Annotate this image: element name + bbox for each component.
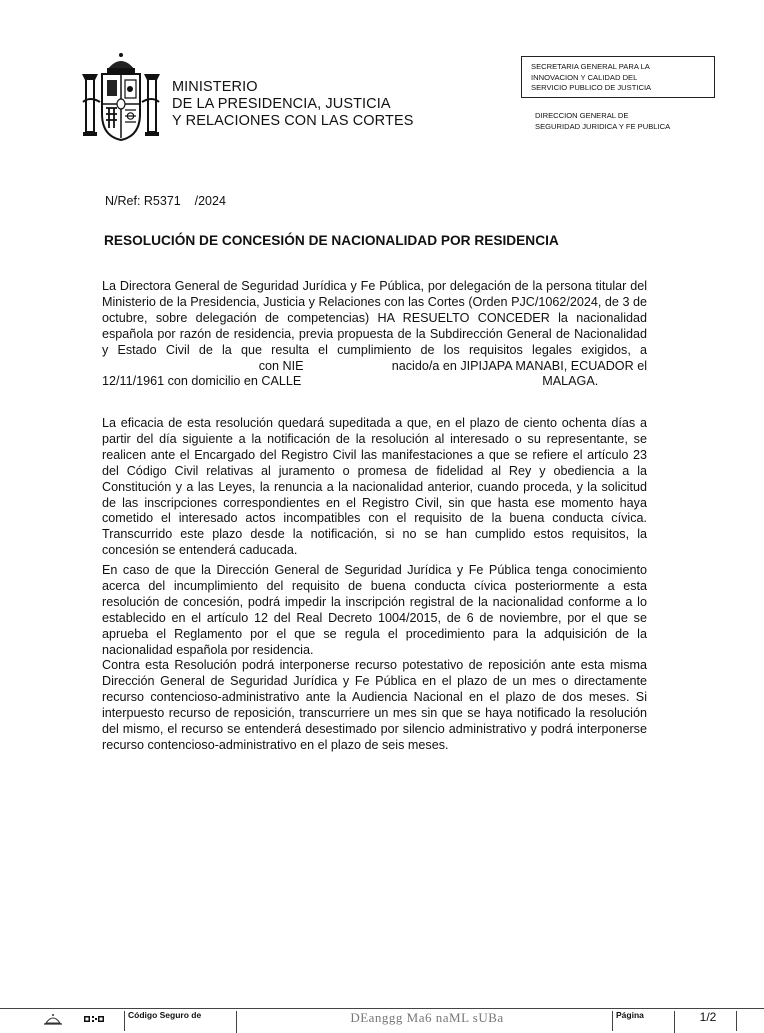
resolution-text: La Directora General de Seguridad Jurídica y Fe Pública, por delegación de la persona titular del Ministerio de la Presidencia, Justicia y Relaciones con las Cortes (Orden PJC/1062/2024, de 3 de octubre, sobre delegación de competencias) HA RESUELTO CONCEDER la nacionalidad española por razón de residencia, previa propuesta de la Subdirección General de Nacionalidad y Estado Civil de la que resulta el cumplimiento de los requisitos legales exigidos, a [102,279,647,357]
document-title: RESOLUCIÓN DE CONCESIÓN DE NACIONALIDAD POR RESIDENCIA [104,233,559,248]
secretaria-line-1: SECRETARIA GENERAL PARA LA [531,62,650,71]
paragraph-efficacy: La eficacia de esta resolución quedará supeditada a que, en el plazo de ciento ochenta días a partir del día siguiente a la notificación de la resolución al interesado o su representante, se realicen ante el Encargado del Registro Civil las manifestaciones a que se refiere el artículo 23 del Código Civil relativas al juramento o promesa de fidelidad al Rey y obediencia a la Constitución y a las Leyes, la renuncia a la nacionalidad anterior, cuando proceda, y la solicitud de las inscripciones correspondientes en el Registro Civil, sin que hasta ese momento haya cometido el interesado actos incompatibles con el requisito de la buena conducta cívica. Transcurrido este plazo desde la notificación, si no se han cumplido estos requisitos, la concesión se entenderá caducada. [102,416,647,558]
page-number: 1/2 [674,1011,738,1033]
nie-label: con NIE [258,358,304,373]
ministry-line-1: MINISTERIO [172,79,258,95]
footer-crest-icon [38,1013,68,1027]
footer-edge [736,1011,737,1031]
birth-address-text: nacido/a en JIPIJAPA MANABI, ECUADOR el 12/11/1961 con domicilio en CALLE [102,358,647,389]
paragraph-conduct: En caso de que la Dirección General de Seguridad Jurídica y Fe Pública tenga conocimiento acerca del incumplimiento del requisito de buena conducta cívica posteriormente a esta resolución de concesión, podrá impedir la inscripción registral de la nacionalidad conforme a lo establecido en el artículo 12 del Real Decreto 1004/2015, de 6 de noviembre, por el que se aprueba el Reglamento por el que se regula el procedimiento para la adquisición de la nacionalidad española por residencia. [102,563,647,657]
csv-label: Código Seguro de [124,1011,238,1031]
direccion-line-2: SEGURIDAD JURIDICA Y FE PUBLICA [535,121,671,131]
page-label: Página [612,1011,676,1031]
redacted-name [102,359,255,373]
qr-code-icon [84,1016,104,1024]
secretaria-line-2: INNOVACION Y CALIDAD DEL [531,72,638,82]
secretaria-box [521,56,715,98]
redacted-address [305,374,539,388]
secretaria-line-3: SERVICIO PUBLICO DE JUSTICIA [531,83,652,93]
direccion-line-1: DIRECCION GENERAL DE [535,111,629,120]
redacted-nie [307,359,388,373]
paragraph-appeal: Contra esta Resolución podrá interponerse recurso potestativo de reposición ante esta misma Dirección General de Seguridad Jurídica y Fe Pública en el plazo de un mes o directamente recurso contencioso-administrativo ante la Audiencia Nacional en el plazo de dos meses. Si interpuesto recurso de reposición, transcurriere un mes sin que se haya notificado la resolución del mismo, el recurso se entenderá desestimado por silencio administrativo y podrá interponerse recurso contencioso-administrativo en el plazo de seis meses. [102,658,647,752]
direccion-general [535,111,670,132]
ministry-name [172,79,413,130]
ministry-line-3: Y RELACIONES CON LAS CORTES [172,113,414,129]
ministry-line-2: DE LA PRESIDENCIA, JUSTICIA [172,96,391,112]
csv-code: DEanggg Ma6 naML sUBa [236,1011,614,1033]
footer-divider [0,1008,764,1009]
reference-number: N/Ref: R5371 /2024 [105,194,226,208]
coat-of-arms-logo [80,52,162,144]
paragraph-resolution [102,279,647,390]
city-text: MALAGA. [542,374,599,389]
